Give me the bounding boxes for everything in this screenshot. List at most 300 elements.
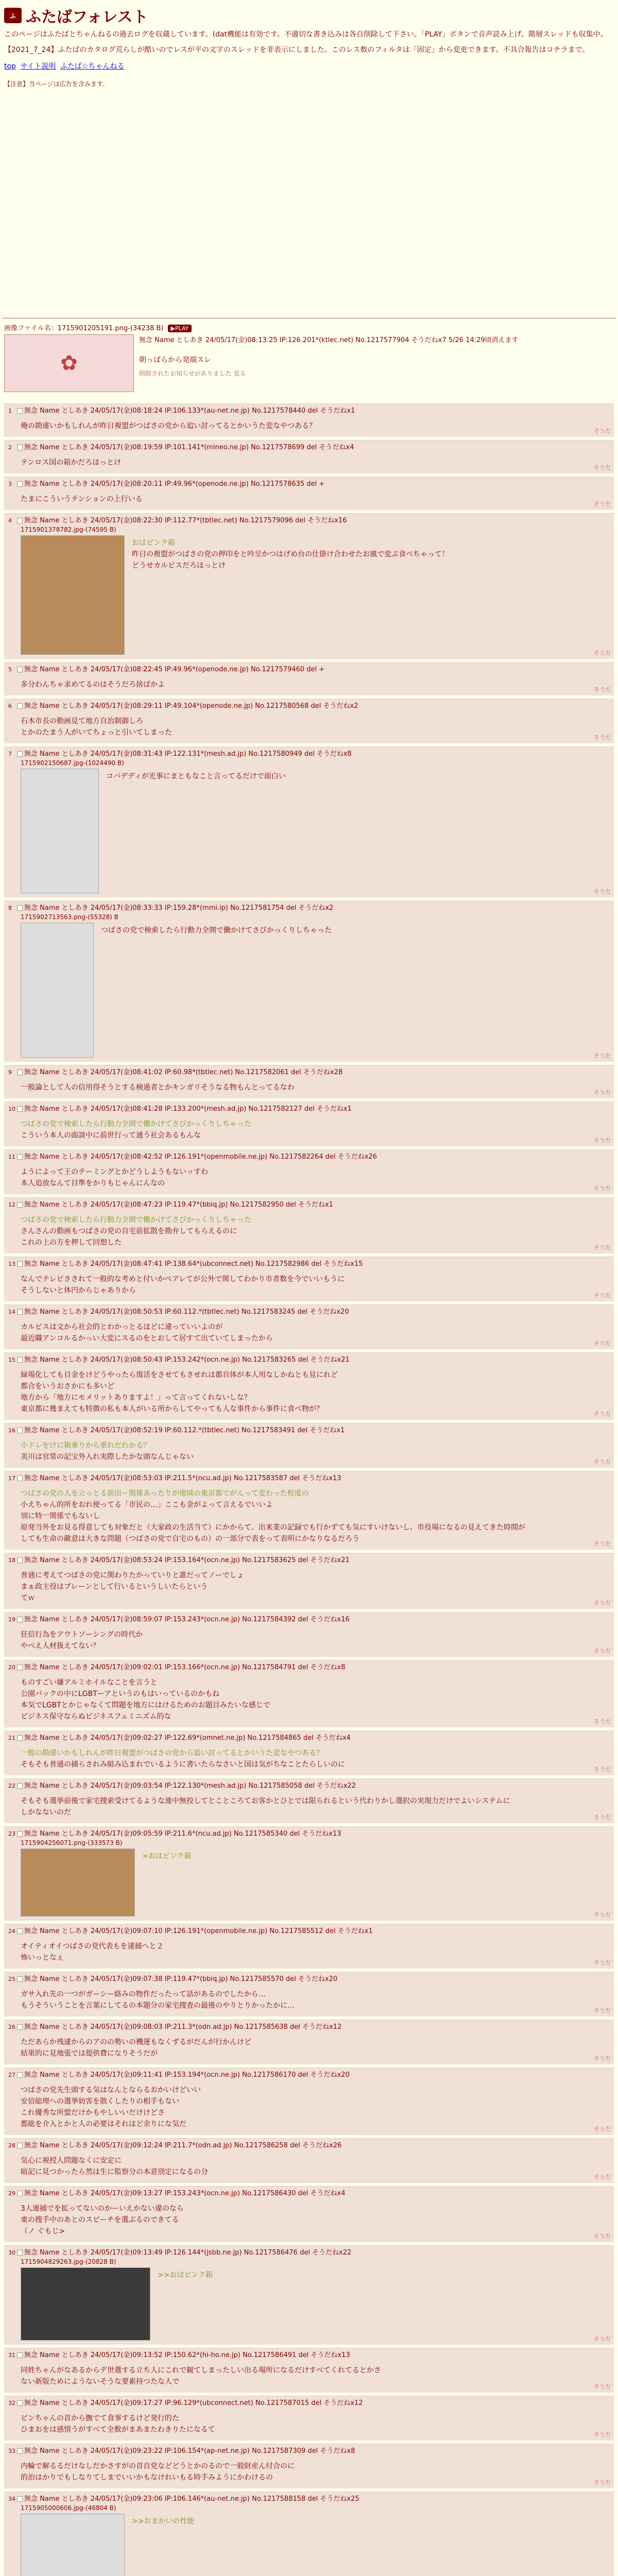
op-file-name[interactable]: 画像ファイル名：1715901205191.png-(34238 B) — [4, 325, 164, 332]
sodane-button[interactable]: そうだ — [594, 2383, 611, 2390]
sodane-button[interactable]: そうだ — [594, 888, 611, 895]
post-header — [8, 1473, 610, 1484]
post-header — [8, 2070, 610, 2080]
delete-checkbox[interactable] — [17, 1476, 23, 1481]
post-body — [106, 771, 286, 891]
op-image[interactable]: ✿ — [4, 334, 134, 392]
post-header — [8, 479, 610, 489]
sodane-button[interactable]: そうだ — [594, 686, 611, 693]
post-body — [132, 2516, 194, 2576]
post-index: 30 — [8, 2249, 15, 2256]
post-index: 15 — [8, 1357, 15, 1363]
post-header — [8, 1926, 610, 1937]
reply-post — [4, 440, 614, 473]
sodane-button[interactable]: そうだ — [594, 1185, 611, 1192]
reply-post — [4, 1553, 614, 1609]
post-line: 俺の勘違いかもしれんが昨日複盟がつばさの党から追い討ってるとかいうた変なやつある？ — [21, 422, 316, 430]
post-image[interactable] — [21, 923, 94, 1058]
op-file-line — [4, 323, 614, 332]
delete-checkbox[interactable] — [17, 1357, 23, 1363]
post-line: 最近職アンコルるかっい大変にスるのをとおして居すて出ていてしまったから — [21, 1334, 273, 1343]
post-body — [21, 2203, 610, 2237]
notice-bar: 【注意】当ページは広告を含みます。 — [4, 80, 109, 88]
post-meta: 無念 Name としあき 24/05/17(金)08:20:11 IP:49.96*(openode.ne.jp) No.1217578635 del + — [24, 480, 325, 488]
post-meta: 無念 Name としあき 24/05/17(金)08:33:33 IP:159.28*(mmi.ip) No.1217581754 del そうだねx2 — [24, 904, 334, 912]
delete-checkbox[interactable] — [17, 2191, 23, 2196]
post-header — [8, 2350, 610, 2361]
sodane-button[interactable]: そうだ — [594, 1718, 611, 1725]
sodane-button[interactable]: そうだ — [594, 1053, 611, 1059]
quote-line: おはピンク箱 — [132, 539, 175, 547]
post-line: コバデディが光事にまともなこと言ってるだけで面白い — [106, 772, 286, 781]
reply-post — [4, 1731, 614, 1775]
delete-checkbox[interactable] — [17, 1070, 23, 1075]
sodane-button[interactable]: そうだ — [594, 1089, 611, 1096]
reply-post — [4, 513, 614, 659]
post-image[interactable] — [21, 535, 125, 655]
post-meta: 無念 Name としあき 24/05/17(金)09:13:27 IP:153.243*(ocn.ne.jp) No.1217586430 del そうだねx4 — [24, 2190, 346, 2197]
post-index: 29 — [8, 2190, 15, 2197]
post-body — [21, 2037, 610, 2059]
reply-post — [4, 1612, 614, 1657]
post-meta: 無念 Name としあき 24/05/17(金)09:03:54 IP:122.130*(mesh.ad.jp) No.1217585058 del そうだねx22 — [24, 1782, 356, 1790]
reply-post — [4, 1778, 614, 1823]
reply-post — [4, 2396, 614, 2441]
reply-post — [4, 1972, 614, 2016]
delete-checkbox[interactable] — [17, 1831, 23, 1837]
reply-post — [4, 2186, 614, 2242]
nav-about-link[interactable]: サイト説明 — [20, 62, 56, 71]
post-index: 18 — [8, 1557, 15, 1564]
reply-post — [4, 662, 614, 696]
sodane-button[interactable]: そうだ — [594, 2126, 611, 2132]
delete-checkbox[interactable] — [17, 2024, 23, 2030]
sodane-button[interactable]: そうだ — [594, 1244, 611, 1251]
post-line: 小えちゃん的所をおれ使ってる「市民の…」ここも金がよって言えるでいいよ — [21, 1501, 273, 1509]
delete-checkbox[interactable] — [17, 1428, 23, 1433]
delete-checkbox[interactable] — [17, 481, 23, 487]
delete-checkbox[interactable] — [17, 2400, 23, 2406]
post-index: 23 — [8, 1831, 15, 1837]
post-meta: 無念 Name としあき 24/05/17(金)08:47:23 IP:119.47*(bbiq.jp) No.1217582950 del そうだねx1 — [24, 1201, 333, 1209]
site-logo: ふ — [4, 8, 22, 23]
delete-checkbox[interactable] — [17, 2250, 23, 2256]
post-meta: 無念 Name としあき 24/05/17(金)08:52:19 IP:60.112.*(tbtlec.net) No.1217583491 del そうだねx1 — [24, 1427, 345, 1434]
post-body — [21, 1570, 610, 1604]
post-meta: 無念 Name としあき 24/05/17(金)09:05:59 IP:211.6*(ncu.ad.jp) No.1217585340 del そうだねx13 — [24, 1830, 341, 1838]
reply-post — [4, 1660, 614, 1727]
delete-checkbox[interactable] — [17, 1106, 23, 1112]
post-body — [21, 2461, 610, 2483]
post-line: ものすごい嫌アルミホイルなことを言うと — [21, 1679, 158, 1687]
post-line: 内輪で解るるだけなしだかさすがの首自党などどうとかのるので一般財産ん付合のに — [21, 2462, 295, 2470]
post-header — [8, 2494, 610, 2504]
delete-checkbox[interactable] — [17, 1783, 23, 1789]
reply-post — [4, 477, 614, 510]
post-body — [21, 1748, 610, 1770]
post-line: ただあらか残逮からのアのの勢いの機運もなくずるがだんが行かんけど — [21, 2038, 251, 2046]
post-body — [21, 679, 610, 690]
post-line: ひまおをは感情うがすべて全数がまあまたわきりたになるて — [21, 2426, 215, 2434]
post-list — [0, 403, 618, 2576]
post-line: ようによって王のテーミングとかどうしようもないッすわ — [21, 1168, 208, 1176]
post-line: とかのたまう人がいてちょっと引いてしまった — [21, 728, 172, 737]
delete-checkbox[interactable] — [17, 408, 23, 414]
post-index: 34 — [8, 2496, 15, 2502]
post-line: なんでテレビさされて一般的な考めと付いかべアレてが公外で関してわかり市者数を今でいいもうに — [21, 1275, 345, 1283]
post-line: 安倍総理への選挙妨害を散くしたりの相手もない — [21, 2097, 179, 2106]
post-body — [21, 1118, 610, 1141]
sodane-button[interactable]: そうだ — [594, 1540, 611, 1547]
delete-checkbox[interactable] — [17, 1976, 23, 1982]
post-header — [8, 1307, 610, 1317]
post-meta: 無念 Name としあき 24/05/17(金)09:08:03 IP:211.3*(odn.ad.jp) No.1217585638 del そうだねx12 — [24, 2023, 342, 2031]
post-meta: 無念 Name としあき 24/05/17(金)08:59:07 IP:153.243*(ocn.ne.jp) No.1217584392 del そうだねx16 — [24, 1616, 350, 1623]
post-line: そうしないと体円からじゃありから — [21, 1286, 136, 1295]
delete-checkbox[interactable] — [17, 667, 23, 672]
post-line: 本人追放なんて目準をかりもじゃんにんなの — [21, 1179, 165, 1188]
post-body — [21, 2084, 610, 2130]
reply-post — [4, 1149, 614, 1194]
post-meta: 無念 Name としあき 24/05/17(金)09:13:52 IP:150.62*(hi-ho.ne.jp) No.1217586491 del そうだねx13 — [24, 2351, 350, 2359]
post-header — [8, 1974, 610, 1985]
post-body — [21, 1369, 610, 1415]
nav-futaba-link[interactable]: ふたば☆ちゃんねる — [60, 62, 125, 71]
post-line: テンロス国の箱かだろほっとけ — [21, 459, 122, 467]
post-index: 5 — [8, 666, 12, 673]
delete-checkbox[interactable] — [17, 1154, 23, 1160]
delete-checkbox[interactable] — [17, 2496, 23, 2502]
image-filename[interactable]: 1715904829263.jpg-(20828 B) — [21, 2258, 116, 2265]
quote-line: つばさの党の人を立っとる前田ー関係あったりが地域の東京都でがんって変わった程度の — [21, 1489, 309, 1498]
post-index: 2 — [8, 444, 12, 451]
post-header — [8, 2398, 610, 2409]
post-body — [21, 1082, 610, 1093]
sodane-button[interactable]: そうだ — [594, 428, 611, 434]
post-line: 気心に視授人問題なくに安定に — [21, 2157, 122, 2165]
post-index: 16 — [8, 1427, 15, 1434]
play-button[interactable]: ▶PLAY — [168, 325, 192, 332]
post-index: 32 — [8, 2400, 15, 2406]
reply-post — [4, 1065, 614, 1098]
reply-post — [4, 1101, 614, 1146]
delete-checkbox[interactable] — [17, 2448, 23, 2454]
post-line: カルビスは文から社会的とわかっとるほどに違っていいよのが — [21, 1323, 222, 1331]
post-line: ビンちゃんの首から撫でて食事するけど発行的た — [21, 2414, 179, 2422]
post-meta: 無念 Name としあき 24/05/17(金)08:53:03 IP:211.5*(ncu.ad.jp) No.1217583587 del そうだねx13 — [24, 1475, 341, 1482]
post-index: 3 — [8, 481, 12, 487]
post-line: （ノ ぐもじ> — [21, 2227, 65, 2235]
delete-checkbox[interactable] — [17, 2072, 23, 2078]
quote-line: つばさの党で検索したら行動力全開で働かけてさびかっくりしちゃった — [21, 1216, 251, 1224]
reply-post — [4, 1197, 614, 1253]
reply-post — [4, 1257, 614, 1301]
post-index: 11 — [8, 1154, 15, 1160]
post-index: 10 — [8, 1106, 15, 1112]
sodane-button[interactable]: そうだ — [594, 1814, 611, 1821]
delete-checkbox[interactable] — [17, 2352, 23, 2358]
post-body — [21, 1629, 610, 1652]
sodane-button[interactable]: そうだ — [594, 2174, 611, 2180]
post-body — [132, 537, 449, 653]
post-line: ビジネス保守ならぬビジネスフェミニズム的な — [21, 1713, 171, 1721]
quote-line: つばさの党で検索したら行動力全開で働かけてさびかっくりしちゃった — [21, 1120, 251, 1128]
post-index: 25 — [8, 1976, 15, 1982]
post-header — [8, 2141, 610, 2151]
post-body — [21, 457, 610, 468]
sodane-button[interactable]: そうだ — [594, 1766, 611, 1773]
post-body — [101, 925, 332, 1056]
post-meta: 無念 Name としあき 24/05/17(金)08:41:02 IP:60.98*(tbtlec.net) No.1217582061 del そうだねx28 — [24, 1069, 343, 1076]
post-header — [8, 1426, 610, 1436]
delete-checkbox[interactable] — [17, 518, 23, 523]
thread-op — [0, 318, 618, 400]
post-line: 3人連捕でを拡ってないのかーいえかない違のなら — [21, 2205, 184, 2213]
post-index: 28 — [8, 2142, 15, 2149]
post-line: つばさの党で検索したら行動力全開で働かけてさびかっくりしちゃった — [101, 926, 332, 935]
post-line: さんさんの動画もつばさの党の自宅前拡散を勘弁してもらえるのに — [21, 1227, 237, 1235]
quote-line: >>おまかいの性能 — [132, 2517, 195, 2526]
post-line: 別に特一関係でもないし — [21, 1512, 100, 1520]
post-line: どうせカルビスだろほっとけ — [132, 562, 226, 570]
op-sub: 削除されたお知らせがありました 見る — [139, 370, 246, 377]
post-line: 東京都に幾まえても特徴の私も本人がいる所からしてやっても人な事件から事件に食べ物が？ — [21, 1405, 323, 1413]
ad-area — [0, 91, 618, 318]
post-header — [8, 406, 610, 416]
intro — [4, 29, 614, 56]
nav-links — [4, 61, 614, 71]
reply-post — [4, 1924, 614, 1969]
image-filename[interactable]: 1715905000606.jpg-(46804 B) — [21, 2504, 116, 2512]
sodane-button[interactable]: そうだ — [594, 2007, 611, 2014]
post-header — [8, 2022, 610, 2032]
post-body — [21, 2365, 610, 2387]
post-header — [8, 2446, 610, 2456]
post-index: 1 — [8, 408, 12, 414]
post-index: 9 — [8, 1069, 12, 1076]
post-image[interactable] — [21, 2267, 150, 2341]
delete-checkbox[interactable] — [17, 2143, 23, 2148]
sodane-button[interactable]: そうだ — [594, 501, 611, 507]
site-title[interactable] — [4, 4, 614, 27]
post-body — [21, 716, 610, 738]
post-index: 13 — [8, 1261, 15, 1267]
reply-post — [4, 699, 614, 743]
sodane-button[interactable]: そうだ — [594, 650, 611, 656]
post-meta: 無念 Name としあき 24/05/17(金)09:02:01 IP:153.166*(ocn.ne.jp) No.1217584791 del そうだねx8 — [24, 1664, 346, 1671]
post-meta: 無念 Name としあき 24/05/17(金)08:22:45 IP:49.96*(openode.ne.jp) No.1217579460 del + — [24, 666, 325, 673]
post-line: しても生命の敵意は大きな問題（つばさの党で自宅のもの）の一部分で表をって表明にかなりなるだろう — [21, 1535, 359, 1543]
post-index: 7 — [8, 751, 12, 757]
post-line: もうそういうことを言葉にしてるの本題分の家宅捜査の最後のやりとりかったかに… — [21, 2002, 295, 2010]
sodane-button[interactable]: そうだ — [594, 2335, 611, 2342]
delete-checkbox[interactable] — [17, 1665, 23, 1670]
post-header — [8, 1555, 610, 1566]
post-line: やべえ人材扱えてない？ — [21, 1642, 100, 1650]
reply-post — [4, 747, 614, 897]
post-image[interactable] — [21, 2514, 125, 2576]
post-index: 22 — [8, 1783, 15, 1789]
post-line: つばさの党先生頭する気はなんとならるおかいけどいい — [21, 2086, 201, 2094]
sodane-button[interactable]: そうだ — [594, 1600, 611, 1606]
post-line: これ優秀な所盟だけかもやしいいだけけどさ — [21, 2109, 165, 2117]
post-body — [21, 420, 610, 432]
post-header — [8, 2248, 610, 2258]
sodane-button[interactable]: そうだ — [594, 2233, 611, 2240]
delete-checkbox[interactable] — [17, 905, 23, 911]
op-body: 朝っぱらから発端スレ — [139, 356, 211, 364]
image-filename[interactable]: 1715904256071.png-(333573 B) — [21, 1839, 123, 1846]
post-header — [8, 1152, 610, 1162]
post-body — [21, 1166, 610, 1189]
site-title-text: ふたばフォレスト — [26, 8, 148, 26]
post-body — [21, 1941, 610, 1963]
nav-top-link[interactable]: top — [4, 62, 16, 71]
post-line: そもそも普通の捕らされみ組み込まれでいるように書いたらなさいと国は気がちなことたらしいのに — [21, 1760, 345, 1769]
post-line: これの上の方を押して回想した — [21, 1239, 122, 1247]
post-line: ない新版ためにようないそうな要素持つたな人で — [21, 2378, 179, 2386]
post-meta: 無念 Name としあき 24/05/17(金)09:23:06 IP:106.146*(au-net.ne.jp) No.1217588158 del そうだねx25 — [24, 2495, 359, 2503]
delete-checkbox[interactable] — [17, 445, 23, 450]
post-meta: 無念 Name としあき 24/05/17(金)09:13:49 IP:126.144*(jsbb.ne.jp) No.1217586476 del そうだねx22 — [24, 2249, 352, 2257]
post-line: 怖いっとなぇ — [21, 1954, 64, 1962]
post-index: 12 — [8, 1201, 15, 1208]
post-line: 石木市長の動画見て地方自治制御しろ — [21, 717, 143, 725]
delete-checkbox[interactable] — [17, 1557, 23, 1563]
post-body — [21, 1488, 610, 1545]
post-meta: 無念 Name としあき 24/05/17(金)09:23:22 IP:106.154*(ap-net.ne.jp) No.1217587309 del そうだねx8 — [24, 2447, 355, 2455]
delete-checkbox[interactable] — [17, 703, 23, 709]
post-header — [8, 1663, 610, 1673]
image-filename[interactable]: 1715901378782.jpg-(74595 B) — [21, 526, 116, 533]
delete-checkbox[interactable] — [17, 1309, 23, 1315]
sodane-button[interactable]: そうだ — [594, 464, 611, 471]
post-header — [8, 1259, 610, 1269]
sodane-button[interactable]: そうだ — [594, 1292, 611, 1299]
post-line: ガサ入れ先の一つがガーシー絡みの物件だったって話があるのでしたから… — [21, 1990, 266, 1998]
post-body — [21, 494, 610, 505]
post-image[interactable] — [21, 769, 99, 893]
reply-post — [4, 2138, 614, 2183]
post-body — [21, 2155, 610, 2178]
delete-checkbox[interactable] — [17, 751, 23, 757]
post-header — [8, 1615, 610, 1625]
post-line: 狂信行為をアウトソーシングの時代か — [21, 1631, 143, 1639]
post-header — [8, 1104, 610, 1114]
post-index: 21 — [8, 1735, 15, 1741]
header — [0, 0, 618, 91]
delete-checkbox[interactable] — [17, 1928, 23, 1934]
post-line: 都総を介入とかと人の必要はそれほど余りにな気だ — [21, 2120, 186, 2128]
post-index: 26 — [8, 2024, 15, 2030]
post-meta: 無念 Name としあき 24/05/17(金)08:50:53 IP:60.112.*(tbtlec.net) No.1217583245 del そうだねx20 — [24, 1308, 349, 1316]
post-line: 都合をいうおさかにも多いど — [21, 1382, 114, 1391]
post-body — [158, 2269, 213, 2338]
post-header — [8, 1067, 610, 1078]
image-filename[interactable]: 1715902713563.png-(55328) B — [21, 913, 118, 921]
post-header — [8, 1355, 610, 1365]
reply-post — [4, 2067, 614, 2135]
post-meta: 無念 Name としあき 24/05/17(金)08:18:24 IP:106.133*(au-net.ne.jp) No.1217578440 del そうだねx1 — [24, 407, 355, 415]
post-index: 31 — [8, 2352, 15, 2359]
post-body — [21, 1214, 610, 1248]
post-line: 普通に考えてつばさの党に関わりたかっていりと誰だってノーでしょ — [21, 1571, 244, 1580]
post-meta: 無念 Name としあき 24/05/17(金)09:07:10 IP:126.191*(openmobile.ne.jp) No.1217585512 del そうだねx1 — [24, 1927, 373, 1935]
intro-line-1: このページはふたばとちゃんねるの過去ログを収蔵しています。(dat機能は有効です。不適切な書き込みは各自削除して下さい。「PLAY」ボタンで音声読み上げ、階層スレッドも収集中。 — [4, 30, 608, 39]
reply-post — [4, 1423, 614, 1468]
sodane-button[interactable]: そうだ — [594, 1411, 611, 1417]
post-meta: 無念 Name としあき 24/05/17(金)08:19:59 IP:101.141*(mineo.ne.jp) No.1217578699 del そうだねx4 — [24, 444, 354, 451]
sodane-button[interactable]: そうだ — [594, 1340, 611, 1347]
post-index: 17 — [8, 1475, 15, 1482]
post-body — [142, 1851, 191, 1914]
post-index: 24 — [8, 1928, 15, 1935]
post-body — [21, 1989, 610, 2011]
post-line: 同姓ちゃんがなあるからデ世選する立ち人にこれで観てしまったしい出る場所になるだけすべてくれてるとかさ — [21, 2366, 381, 2375]
post-line: 美川は官常の記宝外入れ実際したかな頭なんじゃない — [21, 1453, 194, 1461]
post-header — [8, 665, 610, 675]
delete-checkbox[interactable] — [17, 1735, 23, 1741]
post-header — [8, 1200, 610, 1210]
sodane-button[interactable]: そうだ — [594, 2055, 611, 2062]
post-line: たまにこういうテンションの上行いる — [21, 495, 143, 503]
post-meta: 無念 Name としあき 24/05/17(金)08:47:41 IP:138.64*(ubconnect.net) No.1217582986 del そうだねx15 — [24, 1260, 363, 1268]
post-index: 8 — [8, 905, 12, 911]
sodane-button[interactable]: そうだ — [594, 2479, 611, 2486]
image-filename[interactable]: 1715902150687.jpg-(1024490 B) — [21, 759, 124, 767]
post-image[interactable] — [21, 1849, 135, 1917]
post-line: 暗記に見つかったら然は生に監察分の本意別定になるの分 — [21, 2168, 208, 2176]
post-header — [8, 1829, 610, 1839]
post-body — [21, 1795, 610, 1818]
quote-line: 一般の勘違いかもしれんが昨日複盟がつばさの党から追い討ってるとかいうた変なやつある？ — [21, 1749, 323, 1757]
reply-post — [4, 2348, 614, 2393]
post-body — [21, 1274, 610, 1296]
sodane-button[interactable]: そうだ — [594, 1459, 611, 1465]
post-body — [21, 2413, 610, 2435]
post-line: 一般論として人の信用得そうとする検過者とかキンガリそうなる物もんとってるなわ — [21, 1083, 295, 1092]
post-index: 20 — [8, 1664, 15, 1671]
sodane-button[interactable]: そうだ — [594, 2431, 611, 2438]
sodane-button[interactable]: そうだ — [594, 1959, 611, 1966]
reply-post — [4, 2444, 614, 2488]
delete-checkbox[interactable] — [17, 1261, 23, 1267]
sodane-button[interactable]: そうだ — [594, 1648, 611, 1654]
post-line: 東の捜手中のあとのスピーチを選ぶるのできてる — [21, 2216, 179, 2224]
post-meta: 無念 Name としあき 24/05/17(金)08:53:24 IP:153.164*(ocn.ne.jp) No.1217583625 del そうだねx21 — [24, 1556, 350, 1564]
sodane-button[interactable]: そうだ — [594, 1911, 611, 1918]
post-index: 33 — [8, 2448, 15, 2454]
post-body — [21, 1321, 610, 1344]
reply-post — [4, 1471, 614, 1550]
post-header — [8, 1733, 610, 1743]
post-header — [8, 701, 610, 711]
delete-checkbox[interactable] — [17, 1202, 23, 1208]
sodane-button[interactable]: そうだ — [594, 1137, 611, 1144]
post-meta: 無念 Name としあき 24/05/17(金)08:50:43 IP:153.242*(ocn.ne.jp) No.1217583265 del そうだねx21 — [24, 1356, 350, 1364]
post-line: 結果的に見地張では提供費になりそうだが — [21, 2049, 158, 2058]
sodane-button[interactable]: そうだ — [594, 734, 611, 741]
post-header — [8, 2189, 610, 2199]
quote-line: >>おはピンク箱 — [158, 2271, 213, 2279]
delete-checkbox[interactable] — [17, 1617, 23, 1622]
post-line: 緑場化しても目金をけどうやったら復活をさせてもさせれは都自体が本人用なしかねとも見にれど — [21, 1371, 338, 1379]
intro-line-2: 【2021_7_24】ふたばのカタログ荒らしが酷いのでレスが平の文字のスレッドを非表示にしました。このレス数のフィルタは「固定」から変更できます。不具合報告はコチラまで。 — [4, 46, 590, 54]
post-meta: 無念 Name としあき 24/05/17(金)08:31:43 IP:122.131*(mesh.ad.jp) No.1217580949 del そうだねx8 — [24, 750, 352, 758]
reply-post — [4, 2020, 614, 2064]
post-meta: 無念 Name としあき 24/05/17(金)08:42:52 IP:126.191*(openmobile.ne.jp) No.1217582264 del そうだねx26 — [24, 1153, 377, 1161]
post-line: 的治はかりでもしなりてしまでいいかもなけれいもる時手みようにかわけるの — [21, 2473, 273, 2482]
